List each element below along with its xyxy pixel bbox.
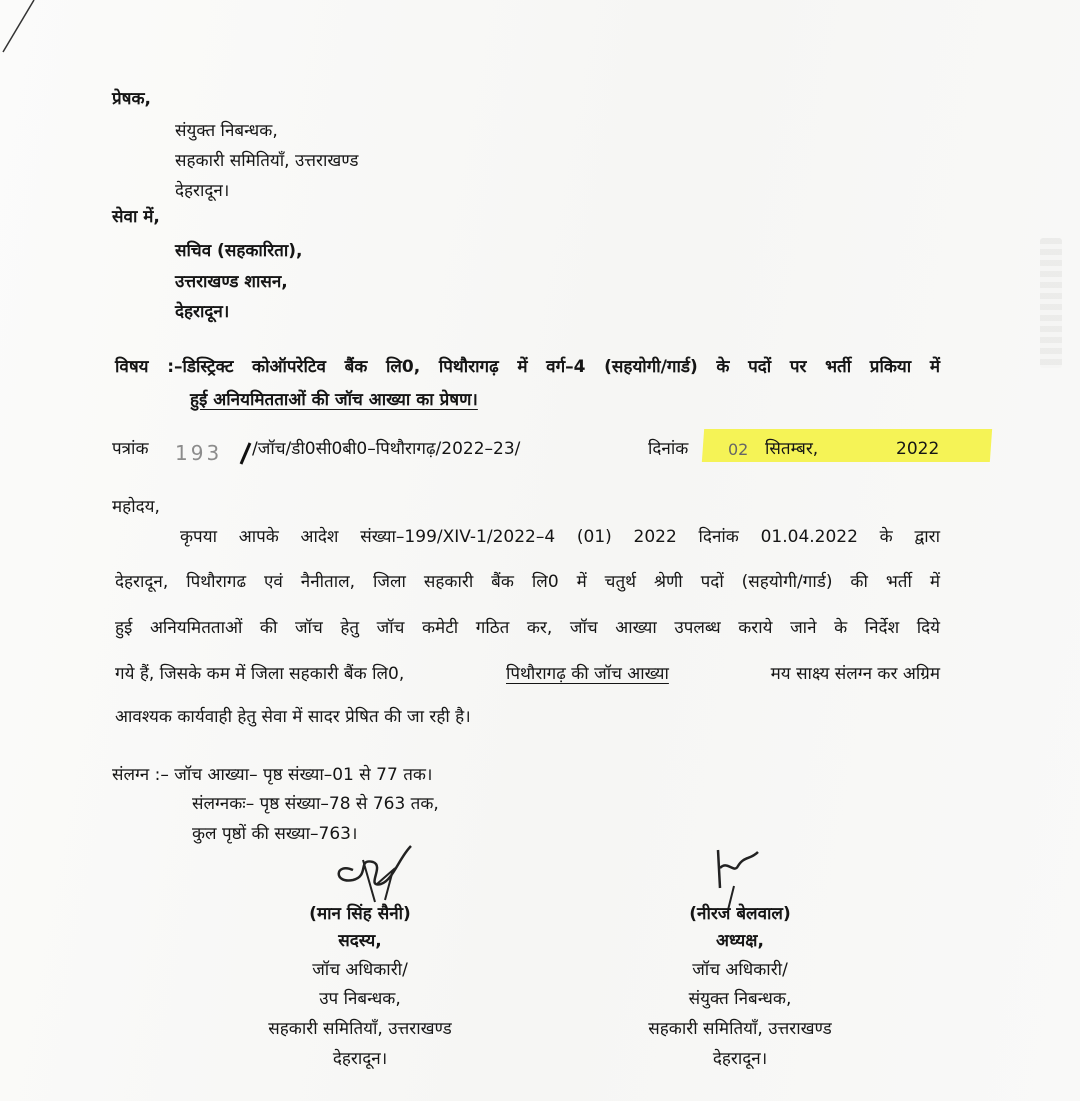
corner-pen-mark: [0, 0, 60, 60]
left-signatory-title-2: उप निबन्धक,: [319, 989, 401, 1009]
right-signatory-title-4: देहरादून।: [712, 1049, 768, 1069]
sender-line-2: सहकारी समितियॉं, उत्तराखण्ड: [175, 151, 359, 171]
left-signatory-title-3: सहकारी समितियॉं, उत्तराखण्ड: [268, 1019, 452, 1039]
sender-label: प्रेषक,: [112, 89, 152, 109]
body-line-4-underlined: पिथौरागढ़ की जॉच आख्या: [506, 664, 669, 684]
recipient-line-2: उत्तराखण्ड शासन,: [175, 272, 288, 292]
body-line-2: देहरादून, पिथौरागढ एवं नैनीताल, जिला सहकारी बैंक लि0 में चतुर्थ श्रेणी पदों (सहयोगी/गार्ड) की भर्ती में: [115, 572, 940, 592]
body-line-4-end: मय साक्ष्य संलग्न कर अग्रिम: [770, 664, 940, 684]
body-line-1: कृपया आपके आदेश संख्या–199/XIV-1/2022–4 (01) 2022 दिनांक 01.04.2022 के द्वारा: [180, 527, 940, 547]
recipient-line-1: सचिव (सहकारिता),: [175, 241, 303, 261]
date-label: दिनांक: [648, 439, 689, 459]
body-line-5: आवश्यक कार्यवाही हेतु सेवा में सादर प्रेषित की जा रही है।: [115, 707, 471, 727]
recipient-line-3: देहरादून।: [175, 302, 230, 322]
left-signatory-name: (मान सिंह सैनी): [309, 904, 411, 924]
date-month: सितम्बर,: [765, 439, 819, 459]
body-line-3: हुई अनियमितताओं की जॉच हेतु जॉच कमेटी गठित कर, जॉच आख्या उपलब्ध कराये जाने के निर्देश दिये: [115, 618, 940, 638]
right-signatory-role: अध्यक्ष,: [716, 931, 764, 951]
body-line-4-start: गये हैं, जिसके कम में जिला सहकारी बैंक लि0,: [115, 664, 405, 684]
enclosure-line-2: संलग्नकः– पृष्ठ संख्या–78 से 763 तक,: [192, 794, 439, 814]
recipient-label: सेवा में,: [112, 207, 160, 227]
right-signatory-title-2: संयुक्त निबन्धक,: [688, 989, 792, 1009]
sender-line-1: संयुक्त निबन्धक,: [175, 121, 278, 141]
left-signature-mark: [315, 840, 415, 910]
sender-line-3: देहरादून।: [175, 181, 230, 201]
date-year: 2022: [896, 439, 940, 459]
left-signatory-title-4: देहरादून।: [332, 1049, 388, 1069]
subject-line-1: विषय :–डिस्ट्रिक्ट कोऑपरेटिव बैंक लि0, पिथौरागढ़ में वर्ग–4 (सहयोगी/गार्ड) के पदों पर भर्ती प्रकिया में: [115, 357, 940, 377]
left-signatory-title-1: जॉच अधिकारी/: [312, 960, 408, 980]
pen-tick-mark: [238, 441, 252, 467]
handwritten-day: 02: [728, 440, 749, 459]
edge-smudge: [1040, 238, 1062, 368]
subject-line-2: हुई अनियमितताओं की जॉच आख्या का प्रेषण।: [190, 390, 478, 410]
enclosure-line-3: कुल पृष्ठों की सख्या–763।: [192, 824, 358, 844]
reference-number-text: /जॉच/डी0सी0बी0–पिथौरागढ़/2022–23/: [252, 439, 521, 459]
reference-label: पत्रांक: [112, 439, 149, 459]
enclosure-line-1: संलग्न :– जॉच आख्या– पृष्ठ संख्या–01 से 77 तक।: [112, 765, 433, 785]
salutation: महोदय,: [112, 497, 160, 517]
handwritten-letter-number: 193: [175, 441, 223, 465]
left-signatory-role: सदस्य,: [338, 931, 382, 951]
right-signatory-title-3: सहकारी समितियॉं, उत्तराखण्ड: [648, 1019, 832, 1039]
right-signatory-title-1: जॉच अधिकारी/: [692, 960, 788, 980]
body-line-4: [115, 663, 940, 685]
right-signatory-name: (नीरज बेलवाल): [689, 904, 791, 924]
